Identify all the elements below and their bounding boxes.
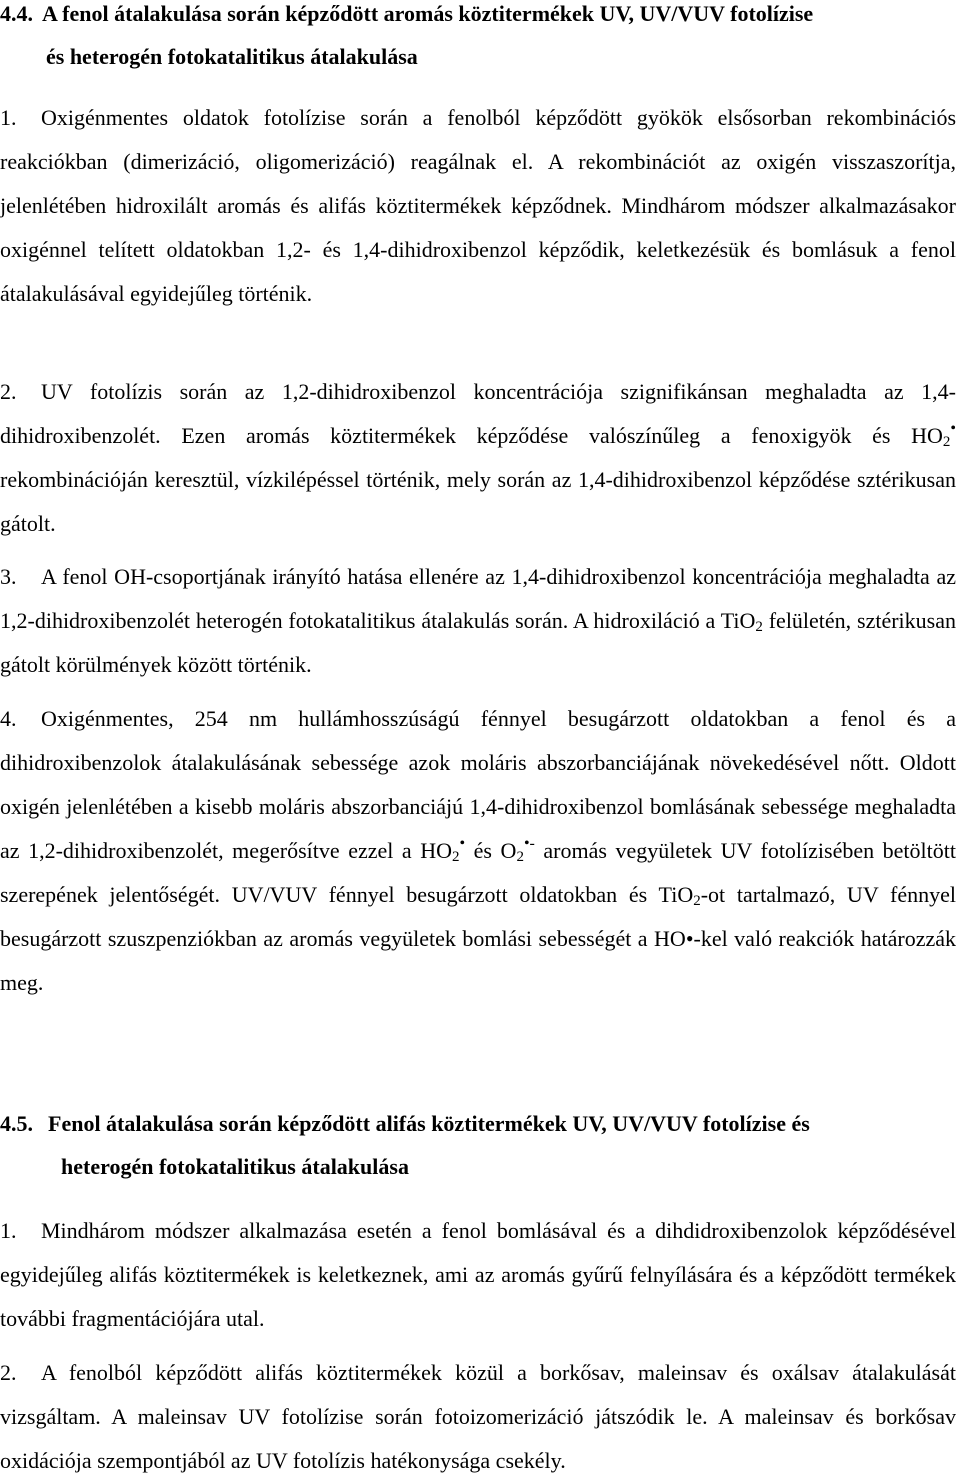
- item-text-a: Oxigénmentes, 254 nm hullámhosszúságú fénnyel besugárzott oldatokban a fenol és a dihidroxibenzolok átalakulásának sebessége azok moláris abszorbanciájának növekedésével nőtt. Oldott oxigén jelenlétében a kisebb moláris abszorbanciájú 1,4-dihidroxibenzol bomlásának sebessége meghaladta az 1,2-dihidroxibenzolét, megerősítve ezzel a HO: [0, 706, 956, 863]
- section-title-line2: és heterogén fotokatalitikus átalakulása: [46, 44, 418, 69]
- paragraph-item: [0, 697, 956, 1005]
- item-number: 1.: [0, 105, 17, 130]
- item-number: 2.: [0, 379, 17, 404]
- section-heading-4-5: [0, 1102, 950, 1188]
- subscript: 2: [693, 893, 701, 909]
- subscript: 2: [452, 849, 460, 865]
- item-text-d: -ot tartalmazó, UV fénnyel besugárzott szuszpenziókban az aromás vegyületek bomlási sebességét a HO•-kel való reakciók határozzák meg.: [0, 882, 957, 995]
- superscript: •-: [523, 835, 535, 852]
- subscript: 2: [516, 849, 524, 865]
- item-text: Oxigénmentes oldatok fotolízise során a fenolból képződött gyökök elsősorban rekombinációs reakciókban (dimerizáció, oligomerizáció) reagálnak el. A rekombinációt az oxigén visszaszorítja, jelenlétében hidroxilált aromás és alifás köztitermékek képződnek. Mindhárom módszer alkalmazásakor oxigénnel telített oldatokban 1,2- és 1,4-dihidroxibenzol képződik, keletkezésük és bomlásuk a fenol átalakulásával egyidejűleg történik.: [0, 105, 956, 306]
- subscript: 2: [755, 619, 763, 635]
- subscript: 2: [942, 434, 951, 450]
- section-number: 4.4.: [0, 1, 33, 26]
- item-text-a: UV fotolízis során az 1,2-dihidroxibenzol koncentrációja szignifikánsan meghaladta az 1,4-dihidroxibenzolét. Ezen aromás köztitermékek képződése valószínűleg a fenoxigyök és HO: [0, 379, 956, 448]
- section-title-line1: Fenol átalakulása során képződött alifás köztitermékek UV, UV/VUV fotolízise és: [48, 1111, 810, 1136]
- item-text-c: aromás vegyületek UV fotolízisében betöltött szerepének jelentőségét. UV/VUV fénnyel besugárzott oldatokban és TiO: [0, 838, 956, 907]
- paragraph-item: [0, 1351, 956, 1483]
- item-number: 4.: [0, 706, 17, 731]
- section-number: 4.5.: [0, 1111, 33, 1136]
- section-title-line1: A fenol átalakulása során képződött aromás köztitermékek UV, UV/VUV fotolízise: [42, 1, 814, 26]
- item-text: Mindhárom módszer alkalmazása esetén a fenol bomlásával és a dihdidroxibenzolok képződésével egyidejűleg alifás köztitermékek is keletkeznek, ami az aromás gyűrű felnyílására és a képződött termékek további fragmentációjára utal.: [0, 1218, 956, 1331]
- item-text-b: felületén, sztérikusan gátolt körülmények között történik.: [0, 608, 956, 677]
- paragraph-item: [0, 370, 956, 546]
- paragraph-item: [0, 96, 956, 316]
- item-text: A fenolból képződött alifás köztitermékek közül a borkősav, maleinsav és oxálsav átalakulását vizsgáltam. A maleinsav UV fotolízise során fotoizomerizáció játszódik le. A maleinsav és borkősav oxidációja szempontjából az UV fotolízis hatékonysága csekély.: [0, 1360, 956, 1473]
- item-number: 3.: [0, 564, 17, 589]
- section-title-line2: heterogén fotokatalitikus átalakulása: [61, 1154, 409, 1179]
- item-text-b: rekombinációján keresztül, vízkilépéssel történik, mely során az 1,4-dihidroxibenzol képződése sztérikusan gátolt.: [0, 467, 956, 536]
- section-heading-4-4: [0, 0, 950, 78]
- paragraph-item: [0, 1209, 956, 1341]
- superscript: •: [459, 835, 466, 852]
- item-number: 1.: [0, 1218, 17, 1243]
- item-number: 2.: [0, 1360, 17, 1385]
- item-text-b: és O: [465, 838, 517, 863]
- item-text-a: A fenol OH-csoportjának irányító hatása ellenére az 1,4-dihidroxibenzol koncentrációja meghaladta az 1,2-dihidroxibenzolét heterogén fotokatalitikus átalakulás során. A hidroxiláció a TiO: [0, 564, 956, 633]
- paragraph-item: [0, 555, 956, 687]
- superscript: •: [950, 420, 956, 437]
